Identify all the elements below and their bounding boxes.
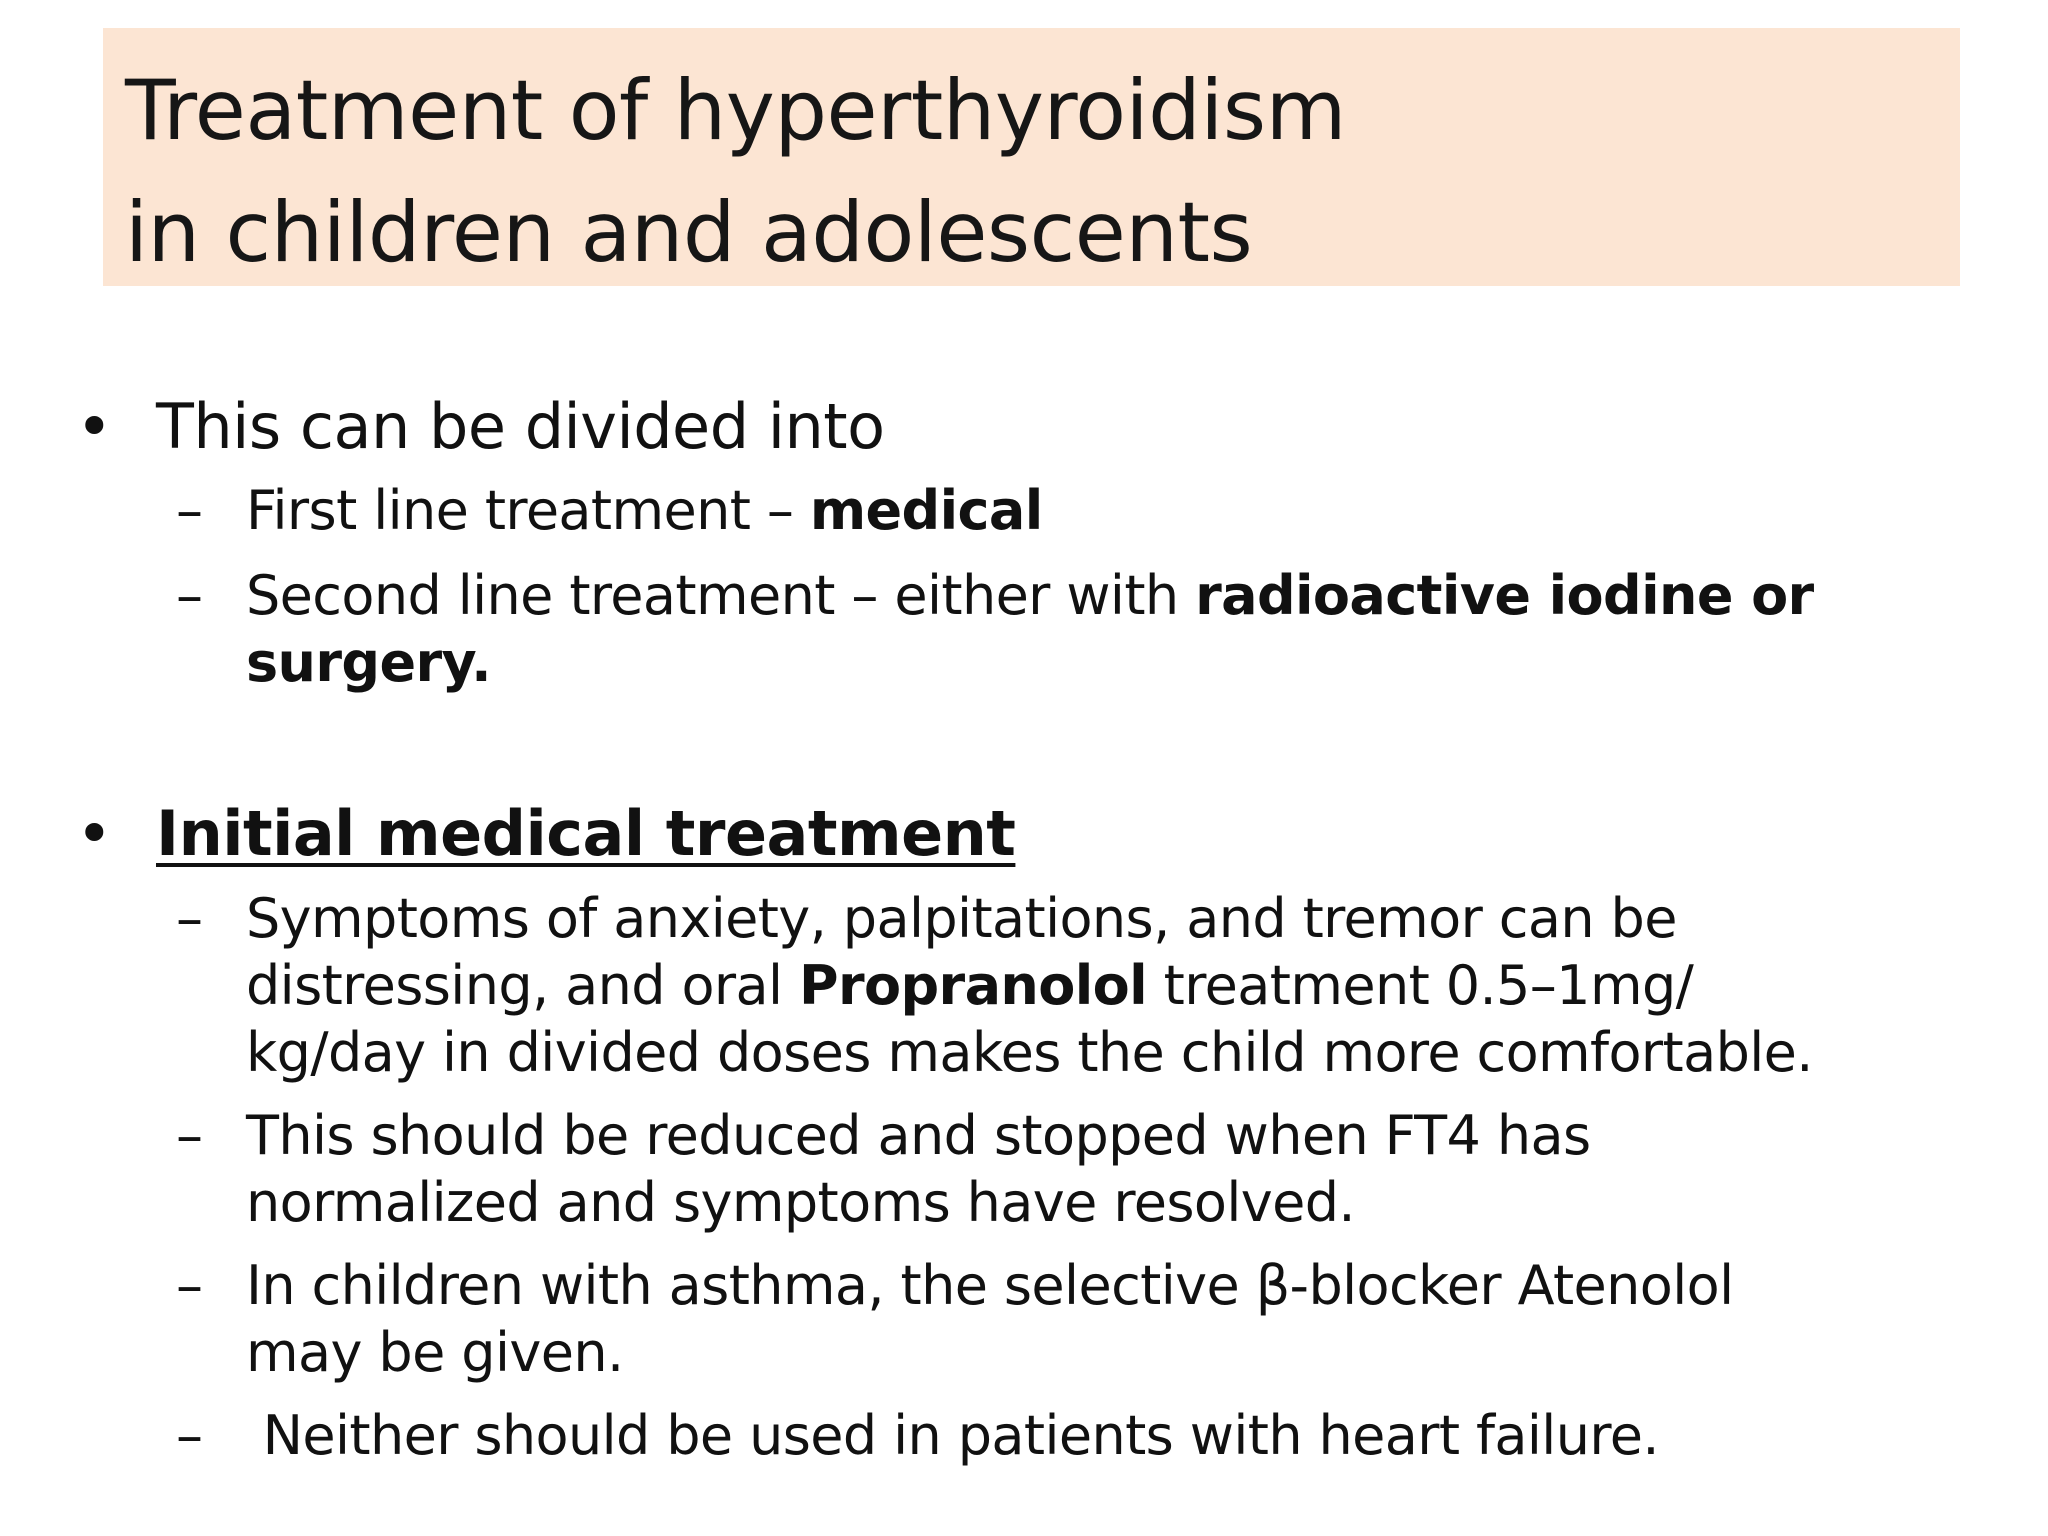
sub-item-text: Neither should be used in patients with heart failure.: [246, 1404, 1659, 1467]
dash-marker: –: [176, 564, 203, 627]
dash-marker: –: [176, 1104, 203, 1167]
slide-title-line-2: in children and adolescents: [125, 184, 1253, 281]
sub-item-text-plain: treatment 0.5–1mg/: [1147, 954, 1694, 1017]
sub-item-text: Symptoms of anxiety, palpitations, and tremor can be: [246, 887, 1677, 950]
sub-item-text-plain: First line treatment –: [246, 479, 810, 542]
sub-item-text: [246, 478, 1043, 544]
sub-item-text-bold: surgery.: [246, 631, 492, 694]
sub-item-text-bold: Propranolol: [798, 954, 1148, 1017]
sub-item-text: In children with asthma, the selective β-blocker Atenolol: [246, 1254, 1734, 1317]
sub-item-text-bold: medical: [809, 479, 1043, 542]
bullet-marker: •: [76, 390, 113, 463]
bullet-heading: Initial medical treatment: [156, 797, 1016, 870]
sub-item-text: normalized and symptoms have resolved.: [246, 1171, 1355, 1234]
dash-marker: –: [176, 1254, 203, 1317]
sub-item-text: may be given.: [246, 1321, 624, 1384]
sub-item-text: [246, 953, 1693, 1019]
bullet-marker: •: [76, 797, 113, 870]
slide-title-line-1: Treatment of hyperthyroidism: [125, 62, 1346, 159]
sub-item-text: [246, 563, 1814, 629]
bullet-text: This can be divided into: [156, 390, 885, 463]
dash-marker: –: [176, 887, 203, 950]
sub-item-text: kg/day in divided doses makes the child more comfortable.: [246, 1021, 1813, 1084]
sub-item-text-plain: Second line treatment – either with: [246, 564, 1196, 627]
dash-marker: –: [176, 1404, 203, 1467]
sub-item-text-bold: radioactive iodine or: [1195, 564, 1814, 627]
sub-item-text: [246, 630, 491, 696]
dash-marker: –: [176, 479, 203, 542]
sub-item-text-plain: distressing, and oral: [246, 954, 799, 1017]
sub-item-text: This should be reduced and stopped when FT4 has: [246, 1104, 1591, 1167]
